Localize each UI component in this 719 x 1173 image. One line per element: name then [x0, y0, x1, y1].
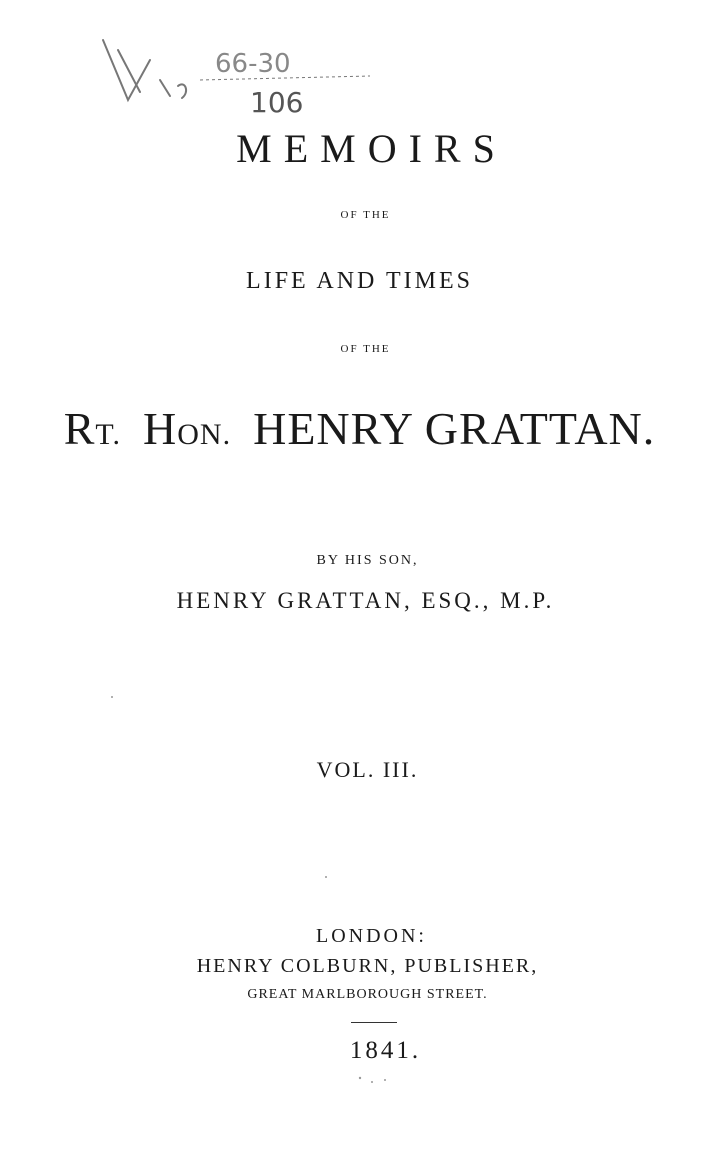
imprint-city: LONDON:	[316, 925, 427, 947]
handwritten-annotation	[0, 0, 719, 140]
book-title: MEMOIRS	[236, 126, 507, 171]
imprint-publisher: HENRY COLBURN, PUBLISHER,	[196, 955, 539, 977]
rt-rest: T.	[95, 418, 122, 451]
byline: BY HIS SON,	[316, 553, 419, 568]
subject-name-main: HENRY GRATTAN.	[253, 403, 656, 454]
hon-rest: ON.	[177, 418, 232, 451]
handwritten-margin-mark: V	[95, 52, 102, 63]
book-subtitle: LIFE AND TIMES	[246, 268, 473, 294]
imprint-street: GREAT MARLBOROUGH STREET.	[247, 987, 488, 1002]
handwritten-line-2: 106	[250, 86, 304, 119]
rt-initial: R	[63, 403, 96, 454]
publication-year: 1841.	[349, 1037, 422, 1064]
author-name: HENRY GRATTAN, ESQ., M.P.	[176, 588, 555, 613]
divider-rule	[351, 1022, 397, 1023]
hon-initial: H	[143, 403, 178, 454]
volume-number: VOL. III.	[316, 757, 419, 782]
of-the-connector-1: OF THE	[340, 209, 391, 221]
margin-check-mark	[103, 40, 150, 100]
of-the-connector-2: OF THE	[340, 343, 391, 355]
handwritten-line-1: 66-30	[215, 49, 291, 79]
subject-name	[0, 402, 719, 455]
